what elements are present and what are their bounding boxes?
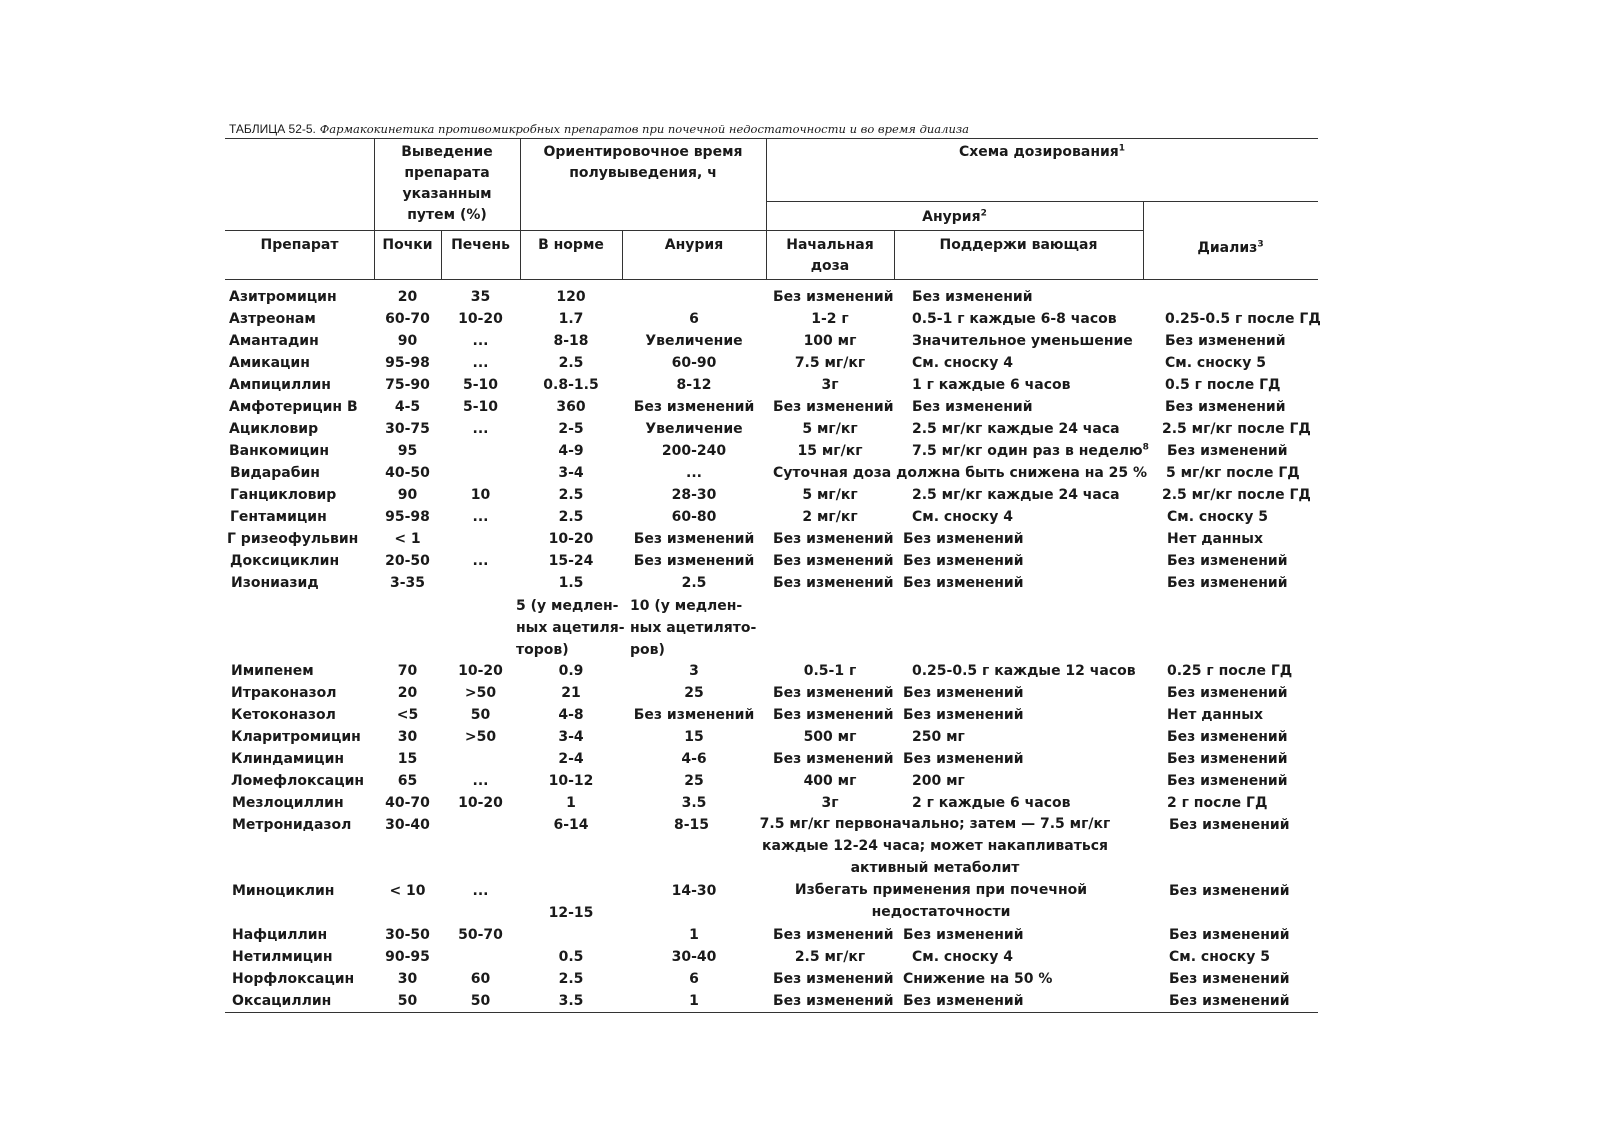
cell-normal: 6-14 — [553, 817, 589, 833]
cell-liver: 5-10 — [462, 377, 499, 393]
cell-dialysis: Нет данных — [1167, 531, 1263, 547]
header-liver: Печень — [451, 237, 510, 253]
cell-normal: 10-12 — [548, 773, 594, 789]
cell-liver: ... — [472, 773, 489, 789]
cell-initial: Без изменений — [773, 399, 894, 415]
cell-anuria: 8-12 — [676, 377, 712, 393]
cell-normal: 0.8-1.5 — [543, 377, 599, 393]
cell-maint: Без изменений — [903, 707, 1024, 723]
cell-liver: 10 — [470, 487, 491, 503]
drug-name: Норфлоксацин — [232, 971, 355, 987]
cell-anuria: 1 — [689, 993, 699, 1009]
cell-initial: Без изменений — [773, 575, 894, 591]
cell-anuria: 15 — [684, 729, 704, 745]
cell-kidney: 3-35 — [389, 575, 426, 591]
dosing-scheme-footnote: 1 — [1118, 143, 1126, 154]
cell-initial: 7.5 мг/кг — [794, 355, 866, 371]
drug-name: Ганцикловир — [230, 487, 337, 503]
cell-anuria: 8-15 — [674, 817, 710, 833]
cell-normal: 2.5 — [558, 355, 584, 371]
drug-name: Г ризеофульвин — [227, 531, 359, 547]
cell-normal: 3-4 — [558, 729, 584, 745]
cell-kidney: 20-50 — [385, 553, 430, 569]
cell-maint: Значительное уменьшение — [912, 333, 1133, 349]
cell-liver: 10-20 — [458, 311, 503, 327]
cell-normal: 2.5 — [558, 487, 584, 503]
cell-normal: 1.7 — [558, 311, 584, 327]
dialysis-footnote: 3 — [1257, 239, 1264, 250]
cell-kidney: 30-40 — [385, 817, 430, 833]
cell-normal: 0.5 — [558, 949, 584, 965]
cell-kidney: 40-70 — [385, 795, 430, 811]
drug-name: Амикацин — [229, 355, 310, 371]
rule-subheader — [225, 230, 1143, 231]
rule-anuria-top — [766, 201, 1318, 202]
cell-dialysis: 2.5 мг/кг после ГД — [1162, 487, 1311, 503]
cell-initial: 1-2 г — [811, 311, 849, 327]
drug-name: Азитромицин — [229, 289, 337, 305]
cell-normal: 360 — [556, 399, 586, 415]
header-elimination: Выведение препарата указанным путем (%) — [401, 144, 493, 223]
cell-anuria: 3.5 — [681, 795, 707, 811]
cell-kidney: 15 — [397, 751, 418, 767]
cell-anuria: 2.5 — [681, 575, 707, 591]
cell-normal: 4-9 — [558, 443, 584, 459]
maint-footnote: 8 — [1142, 442, 1149, 453]
cell-liver: 50 — [470, 993, 491, 1009]
cell-kidney: 30 — [397, 971, 418, 987]
cell-kidney: 95-98 — [385, 509, 430, 525]
drug-name: Мезлоциллин — [232, 795, 344, 811]
cell-span-dosing: Суточная доза должна быть снижена на 25 % — [773, 465, 1148, 481]
cell-liver: 5-10 — [462, 399, 499, 415]
cell-normal: 4-8 — [558, 707, 584, 723]
cell-normal: 120 — [556, 289, 586, 305]
cell-liver: >50 — [464, 729, 497, 745]
drug-name: Кларитромицин — [231, 729, 361, 745]
cell-maint: См. сноску 4 — [912, 509, 1014, 525]
cell-maint: 2.5 мг/кг каждые 24 часа — [912, 421, 1120, 437]
cell-initial: 0.5-1 г — [803, 663, 857, 679]
cell-liver: >50 — [464, 685, 497, 701]
cell-dialysis: Без изменений — [1169, 927, 1290, 943]
cell-anuria: 28-30 — [671, 487, 717, 503]
cell-anuria: 1 — [689, 927, 699, 943]
cell-maint: 250 мг — [912, 729, 965, 745]
cell-dialysis: Без изменений — [1167, 751, 1288, 767]
rule-bottom — [225, 1012, 1318, 1013]
cell-initial: Без изменений — [773, 927, 894, 943]
cell-maint: 0.5-1 г каждые 6-8 часов — [912, 311, 1117, 327]
cell-maint: Без изменений — [903, 575, 1024, 591]
cell-dialysis: Без изменений — [1167, 685, 1288, 701]
cell-initial: Без изменений — [773, 751, 894, 767]
cell-maint: Снижение на 50 % — [903, 971, 1053, 987]
cell-kidney: 75-90 — [385, 377, 430, 393]
cell-maint: Без изменений — [912, 289, 1033, 305]
cell-dialysis: См. сноску 5 — [1167, 509, 1269, 525]
cell-dialysis: Без изменений — [1167, 773, 1288, 789]
cell-dialysis: Без изменений — [1167, 443, 1288, 459]
cell-initial: 5 мг/кг — [802, 421, 858, 437]
cell-normal: 12-15 — [548, 905, 594, 921]
cell-dialysis: Без изменений — [1165, 333, 1286, 349]
cell-maint: Без изменений — [903, 553, 1024, 569]
header-drug: Препарат — [260, 237, 339, 253]
cell-kidney: 90-95 — [385, 949, 430, 965]
cell-kidney: 30-75 — [385, 421, 430, 437]
header-kidney: Почки — [382, 237, 433, 253]
cell-liver: 60 — [470, 971, 491, 987]
cell-span-dosing: 7.5 мг/кг первоначально; затем — 7.5 мг/кг каждые 12-24 часа; может накапливаться активный метаболит — [759, 816, 1111, 876]
cell-kidney: 4-5 — [394, 399, 421, 415]
cell-normal: 2.5 — [558, 509, 584, 525]
cell-initial: 500 мг — [803, 729, 857, 745]
header-dosing-scheme — [766, 142, 1318, 163]
cell-initial: 100 мг — [803, 333, 857, 349]
cell-anuria: 200-240 — [661, 443, 727, 459]
cell-maint: Без изменений — [903, 751, 1024, 767]
cell-anuria: 14-30 — [671, 883, 717, 899]
drug-name: Имипенем — [231, 663, 314, 679]
cell-normal-note: 5 (у медлен- ных ацетиля- торов) — [516, 598, 625, 658]
cell-dialysis: Без изменений — [1169, 883, 1290, 899]
cell-anuria-note: 10 (у медлен- ных ацетилято- ров) — [630, 598, 757, 658]
header-maintenance: Поддержи вающая — [939, 237, 1098, 253]
cell-normal: 2.5 — [558, 971, 584, 987]
cell-dialysis: Без изменений — [1169, 971, 1290, 987]
cell-liver: 10-20 — [458, 795, 503, 811]
table-caption — [229, 122, 969, 136]
cell-anuria: 6 — [689, 311, 699, 327]
cell-liver: 50-70 — [458, 927, 503, 943]
drug-name: Амантадин — [229, 333, 319, 349]
cell-kidney: 30 — [397, 729, 418, 745]
cell-liver: ... — [472, 355, 489, 371]
cell-dialysis: Без изменений — [1169, 817, 1290, 833]
cell-liver: 35 — [470, 289, 491, 305]
drug-name: Изониазид — [231, 575, 319, 591]
cell-dialysis: 5 мг/кг после ГД — [1166, 465, 1300, 481]
cell-initial: Без изменений — [773, 971, 894, 987]
drug-name: Азтреонам — [229, 311, 316, 327]
cell-anuria: Увеличение — [645, 333, 743, 349]
cell-kidney: 20 — [397, 289, 418, 305]
drug-name: Ацикловир — [229, 421, 319, 437]
drug-name: Итраконазол — [231, 685, 337, 701]
cell-maint: 200 мг — [912, 773, 965, 789]
header-anuria: Анурия — [664, 237, 724, 253]
cell-initial: Без изменений — [773, 707, 894, 723]
cell-maint: 1 г каждые 6 часов — [912, 377, 1071, 393]
cell-initial: 3г — [821, 377, 839, 393]
cell-dialysis: 2 г после ГД — [1167, 795, 1268, 811]
cell-normal: 1 — [566, 795, 576, 811]
cell-dialysis: См. сноску 5 — [1169, 949, 1271, 965]
cell-initial: 3г — [821, 795, 839, 811]
cell-anuria: 6 — [689, 971, 699, 987]
drug-name: Амфотерицин В — [229, 399, 358, 415]
cell-normal: 2-5 — [558, 421, 584, 437]
cell-dialysis: Без изменений — [1167, 553, 1288, 569]
cell-kidney: 60-70 — [385, 311, 430, 327]
cell-initial: 2.5 мг/кг — [794, 949, 866, 965]
cell-liver: ... — [472, 333, 489, 349]
cell-anuria: 30-40 — [671, 949, 717, 965]
cell-normal: 2-4 — [558, 751, 584, 767]
cell-initial: 2 мг/кг — [802, 509, 858, 525]
cell-anuria: Без изменений — [633, 707, 755, 723]
cell-initial: 5 мг/кг — [802, 487, 858, 503]
cell-normal: 3.5 — [558, 993, 584, 1009]
drug-name: Кетоконазол — [231, 707, 336, 723]
cell-liver: ... — [472, 421, 489, 437]
cell-maint: 0.25-0.5 г каждые 12 часов — [912, 663, 1136, 679]
table-title: Фармакокинетика противомикробных препаратов при почечной недостаточности и во время диализа — [319, 122, 969, 136]
anuria-group-label: Анурия — [922, 209, 981, 225]
drug-name: Клиндамицин — [231, 751, 345, 767]
cell-liver: 50 — [470, 707, 491, 723]
cell-dialysis: Нет данных — [1167, 707, 1263, 723]
drug-name: Нетилмицин — [232, 949, 333, 965]
cell-normal: 21 — [561, 685, 581, 701]
cell-maint: Без изменений — [912, 399, 1033, 415]
header-dialysis — [1143, 238, 1318, 259]
cell-initial: 15 мг/кг — [797, 443, 863, 459]
cell-liver: ... — [472, 553, 489, 569]
cell-kidney: 40-50 — [385, 465, 430, 481]
cell-anuria: 3 — [689, 663, 699, 679]
drug-name: Доксициклин — [230, 553, 340, 569]
cell-initial: Без изменений — [773, 993, 894, 1009]
cell-anuria: 60-80 — [671, 509, 717, 525]
cell-anuria: 25 — [684, 685, 704, 701]
cell-normal: 15-24 — [548, 553, 594, 569]
drug-name: Миноциклин — [232, 883, 335, 899]
cell-anuria: 60-90 — [671, 355, 717, 371]
anuria-group-footnote: 2 — [980, 208, 987, 219]
cell-maint: Без изменений — [903, 993, 1024, 1009]
cell-maint: 2.5 мг/кг каждые 24 часа — [912, 487, 1120, 503]
cell-initial: Без изменений — [773, 685, 894, 701]
drug-name: Гентамицин — [230, 509, 327, 525]
cell-dialysis: 0.5 г после ГД — [1165, 377, 1281, 393]
rule-top — [225, 138, 1318, 139]
cell-anuria: Без изменений — [633, 553, 755, 569]
cell-span-dosing: Избегать применения при почечной недостаточности — [794, 882, 1088, 920]
drug-name: Нафциллин — [232, 927, 328, 943]
cell-maint: Без изменений — [903, 927, 1024, 943]
cell-anuria: ... — [686, 465, 702, 481]
cell-kidney: 95-98 — [385, 355, 430, 371]
cell-maint: См. сноску 4 — [912, 355, 1014, 371]
drug-name: Ампициллин — [229, 377, 331, 393]
cell-dialysis: 0.25 г после ГД — [1167, 663, 1293, 679]
cell-normal: 10-20 — [548, 531, 594, 547]
cell-liver: ... — [472, 883, 489, 899]
cell-initial: Без изменений — [773, 531, 894, 547]
header-anuria-group — [766, 207, 1143, 228]
table-label: ТАБЛИЦА 52-5. — [229, 122, 316, 136]
cell-liver: ... — [472, 509, 489, 525]
cell-anuria: 4-6 — [681, 751, 707, 767]
header-normal: В норме — [538, 237, 604, 253]
cell-anuria: Без изменений — [633, 531, 755, 547]
rule-v-liver — [520, 138, 521, 279]
cell-dialysis: 0.25-0.5 г после ГД — [1165, 311, 1321, 327]
cell-kidney: 65 — [397, 773, 418, 789]
cell-kidney: 90 — [397, 333, 418, 349]
cell-normal: 1.5 — [558, 575, 584, 591]
drug-name: Ломефлоксацин — [231, 773, 365, 789]
cell-dialysis: 2.5 мг/кг после ГД — [1162, 421, 1311, 437]
cell-normal: 8-18 — [553, 333, 589, 349]
cell-initial: Без изменений — [773, 553, 894, 569]
header-half-life: Ориентировочное время полувыведения, ч — [543, 144, 743, 181]
cell-normal: 0.9 — [558, 663, 584, 679]
cell-maint: См. сноску 4 — [912, 949, 1014, 965]
dialysis-label: Диализ — [1197, 240, 1258, 256]
cell-liver: 10-20 — [458, 663, 503, 679]
cell-initial: 400 мг — [803, 773, 857, 789]
cell-kidney: 95 — [397, 443, 418, 459]
cell-dialysis: Без изменений — [1167, 729, 1288, 745]
cell-maint: Без изменений — [903, 685, 1024, 701]
cell-maint: 2 г каждые 6 часов — [912, 795, 1071, 811]
cell-dialysis: См. сноску 5 — [1165, 355, 1267, 371]
dosing-scheme-label: Схема дозирования — [958, 144, 1119, 160]
drug-name: Видарабин — [230, 465, 320, 481]
rule-v-drug — [374, 138, 375, 279]
cell-kidney: 50 — [397, 993, 418, 1009]
cell-kidney: 90 — [397, 487, 418, 503]
cell-kidney: < 10 — [389, 883, 426, 899]
cell-dialysis: Без изменений — [1169, 993, 1290, 1009]
cell-anuria: Увеличение — [645, 421, 743, 437]
cell-kidney: < 1 — [394, 531, 421, 547]
rule-header-bottom — [225, 279, 1318, 280]
cell-kidney: <5 — [396, 707, 419, 723]
cell-anuria: Без изменений — [633, 399, 755, 415]
drug-name: Метронидазол — [232, 817, 352, 833]
cell-kidney: 20 — [397, 685, 418, 701]
cell-dialysis: Без изменений — [1165, 399, 1286, 415]
drug-name: Ванкомицин — [229, 443, 330, 459]
cell-normal: 3-4 — [558, 465, 584, 481]
cell-dialysis: Без изменений — [1167, 575, 1288, 591]
cell-kidney: 70 — [397, 663, 418, 679]
cell-kidney: 30-50 — [385, 927, 430, 943]
header-initial-dose: Начальная доза — [786, 237, 874, 274]
cell-maint: Без изменений — [903, 531, 1024, 547]
drug-name: Оксациллин — [232, 993, 332, 1009]
cell-maint: 7.5 мг/кг один раз в неделю$^8$ — [912, 442, 1149, 459]
cell-initial: Без изменений — [773, 289, 894, 305]
cell-anuria: 25 — [684, 773, 704, 789]
